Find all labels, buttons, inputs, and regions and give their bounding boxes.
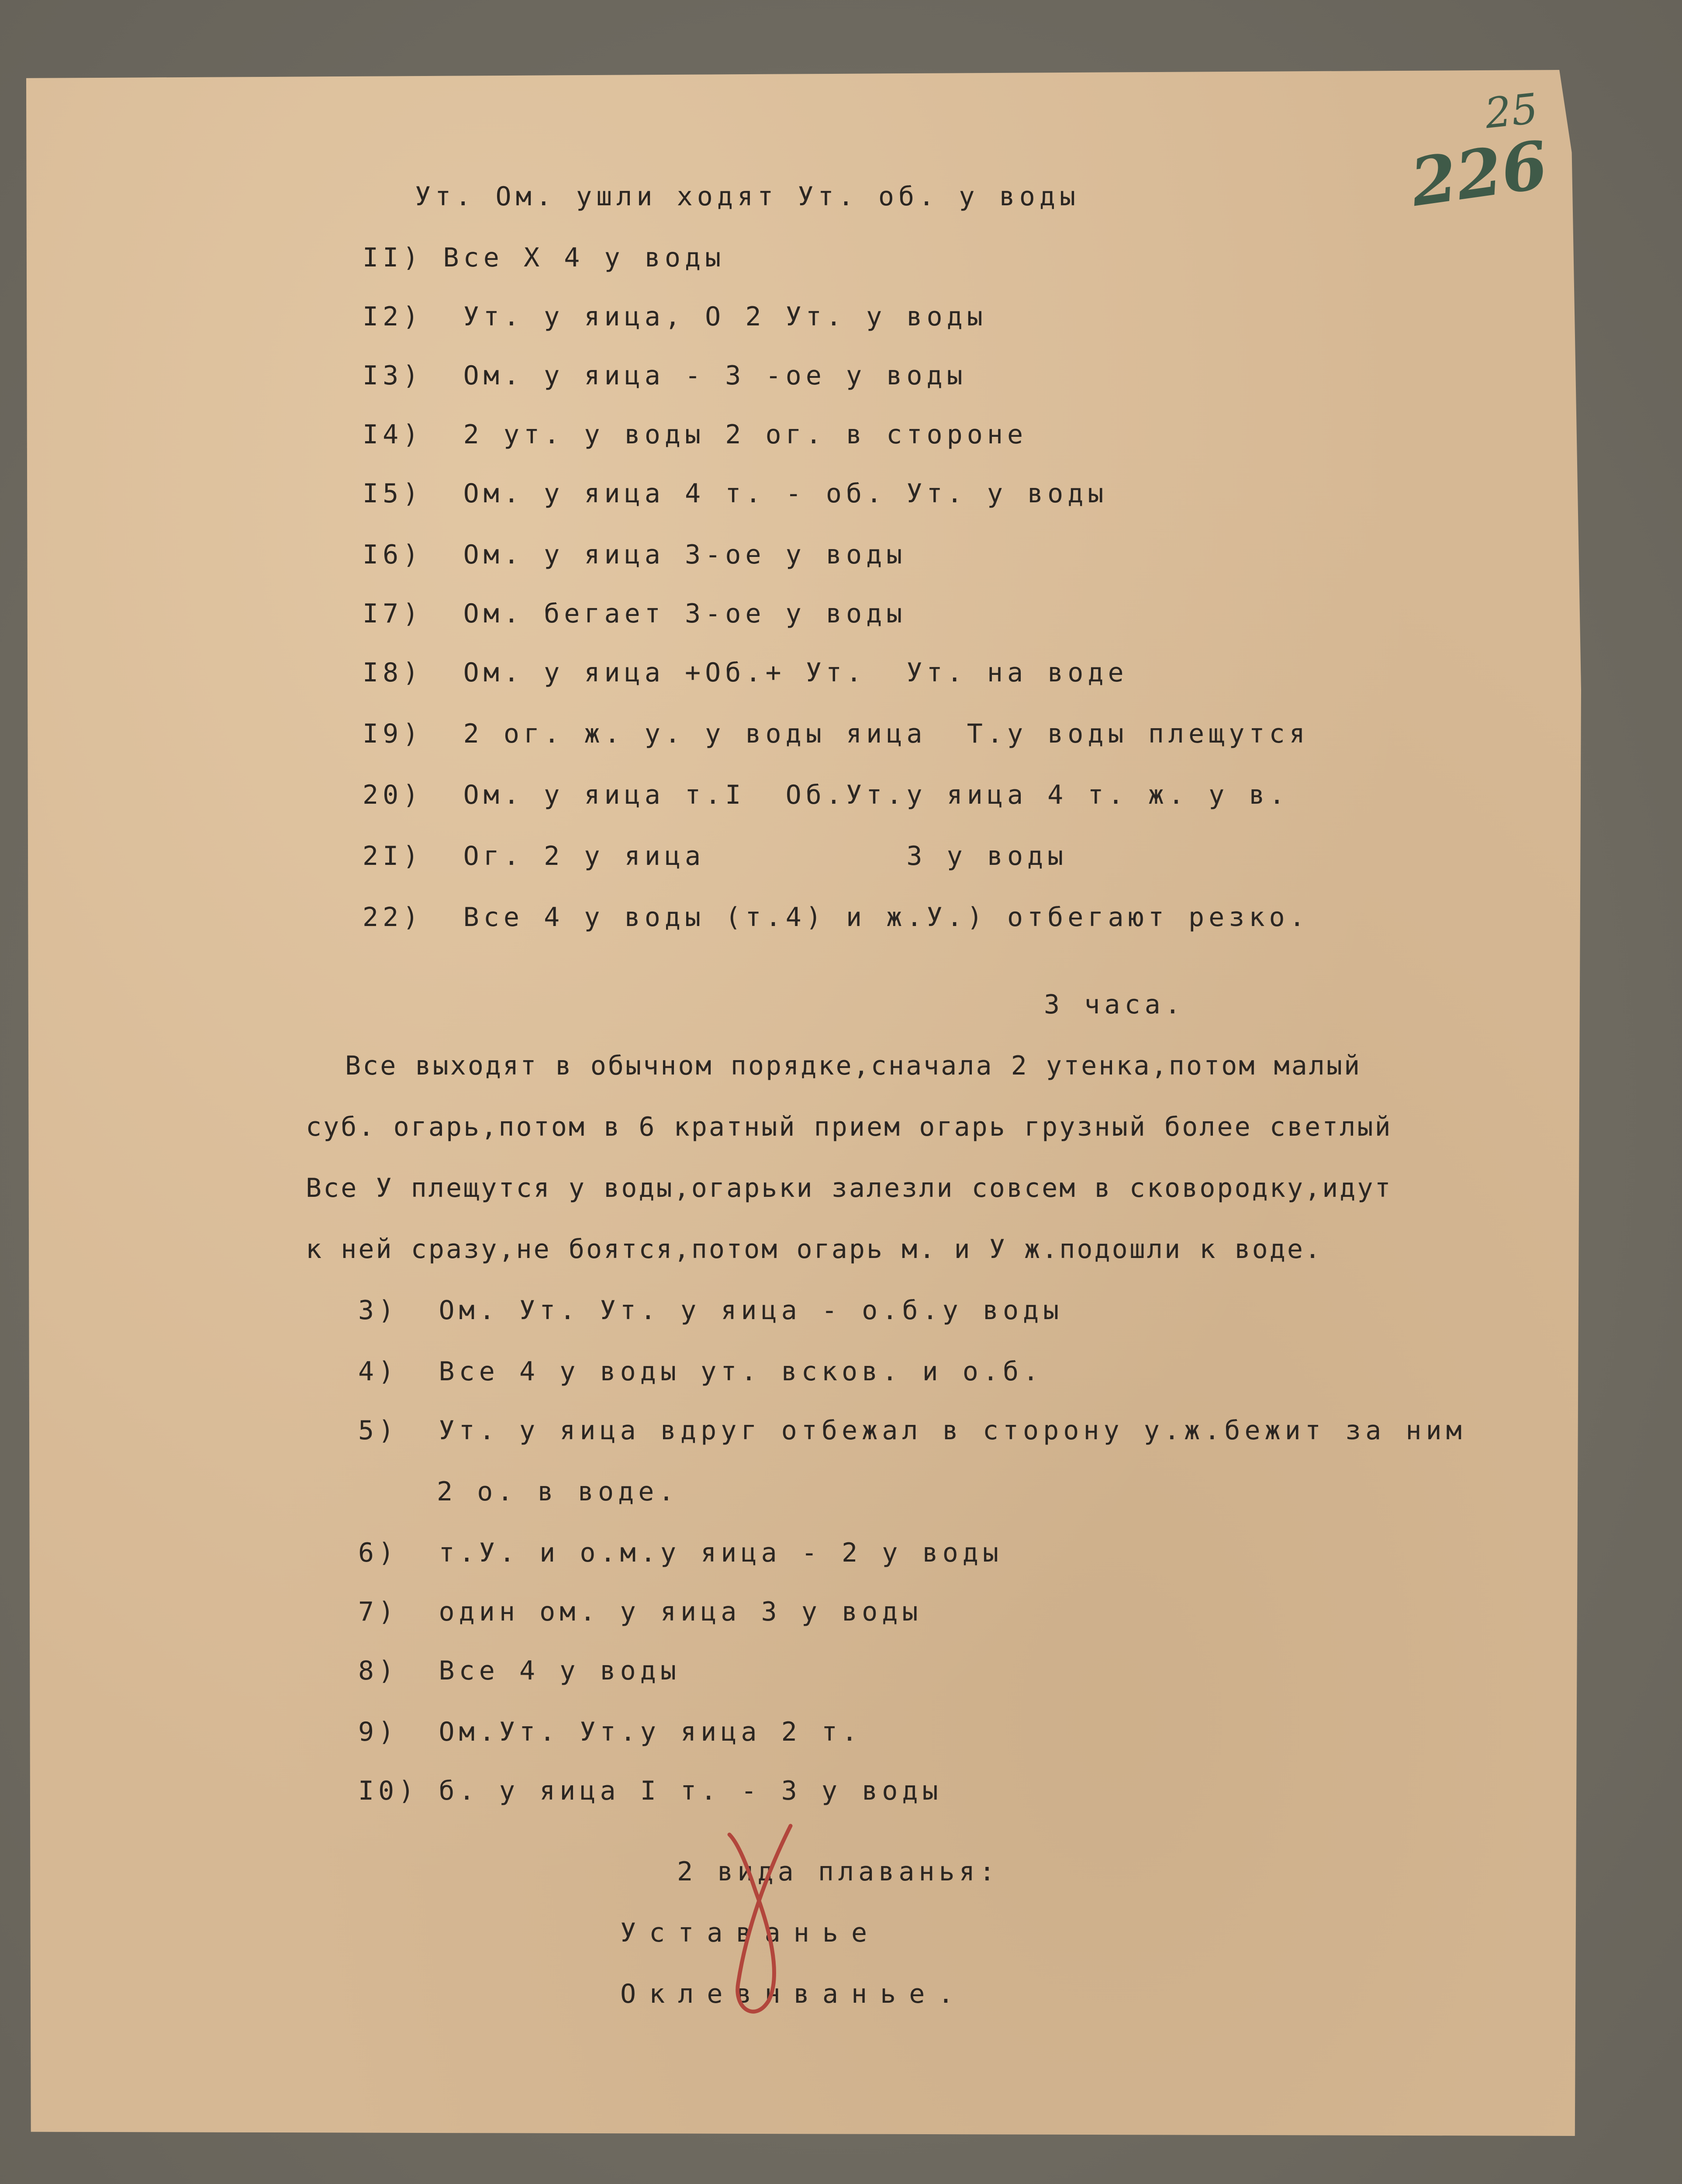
red-pencil-mark (681, 1817, 856, 2035)
entry-21: 2I) Ог. 2 у яица 3 у воды (363, 841, 1068, 871)
page-number: 25 (1482, 84, 1540, 138)
archive-number: 226 (1406, 126, 1552, 221)
entry-11: II) Все Х 4 у воды (363, 242, 725, 273)
entry-16: I6) Ом. у яица 3-ое у воды (363, 539, 907, 570)
entry-22: 22) Все 4 у воды (т.4) и ж.У.) отбегают резко. (363, 902, 1309, 933)
time-heading: 3 часа. (1044, 989, 1185, 1020)
paragraph-line-2: суб. огарь,потом в 6 кратный прием огарь грузный более светлый (306, 1112, 1392, 1142)
entry-14: I4) 2 ут. у воды 2 ог. в стороне (363, 419, 1028, 450)
entry-17: I7) Ом. бегает 3-ое у воды (363, 598, 907, 629)
swimming-heading: 2 вида плаванья: (677, 1856, 999, 1887)
entry-9: 9) Ом.Ут. Ут.у яица 2 т. (358, 1717, 862, 1747)
entry-20: 20) Ом. у яица т.I Об.Ут.у яица 4 т. ж. у в. (363, 780, 1289, 810)
entry-7: 7) один ом. у яица 3 у воды (358, 1597, 922, 1627)
entry-4: 4) Все 4 у воды ут. всков. и о.б. (358, 1356, 1043, 1387)
swimming-type-1: Уставанье (620, 1918, 881, 1948)
swimming-type-2: Оклевнванье. (620, 1979, 967, 2009)
entry-12: I2) Ут. у яица, О 2 Ут. у воды (363, 301, 987, 332)
paragraph-line-3: Все У плещутся у воды,огарьки залезли совсем в сковородку,идут (306, 1173, 1392, 1203)
entry-10: I0) б. у яица I т. - 3 у воды (358, 1776, 943, 1806)
paragraph-line-1: Все выходят в обычном порядке,сначала 2 утенка,потом малый (345, 1051, 1362, 1081)
entry-13: I3) Ом. у яица - 3 -ое у воды (363, 360, 967, 391)
header-line: Ут. Ом. ушли ходят Ут. об. у воды (415, 181, 1080, 212)
entry-8: 8) Все 4 у воды (358, 1655, 680, 1686)
entry-18: I8) Ом. у яица +Об.+ Ут. Ут. на воде (363, 657, 1128, 688)
entry-3: 3) Ом. Ут. Ут. у яица - о.б.у воды (358, 1295, 1064, 1326)
entry-19: I9) 2 ог. ж. у. у воды яица Т.у воды плещутся (363, 719, 1309, 749)
entry-6: 6) т.У. и о.м.у яица - 2 у воды (358, 1538, 1003, 1568)
entry-5: 5) Ут. у яица вдруг отбежал в сторону у.ж.бежит за ним (358, 1415, 1466, 1446)
entry-15: I5) Ом. у яица 4 т. - об. Ут. у воды (363, 478, 1108, 509)
entry-5-continued: 2 о. в воде. (437, 1476, 679, 1507)
paragraph-line-4: к ней сразу,не боятся,потом огарь м. и У ж.подошли к воде. (306, 1234, 1323, 1265)
